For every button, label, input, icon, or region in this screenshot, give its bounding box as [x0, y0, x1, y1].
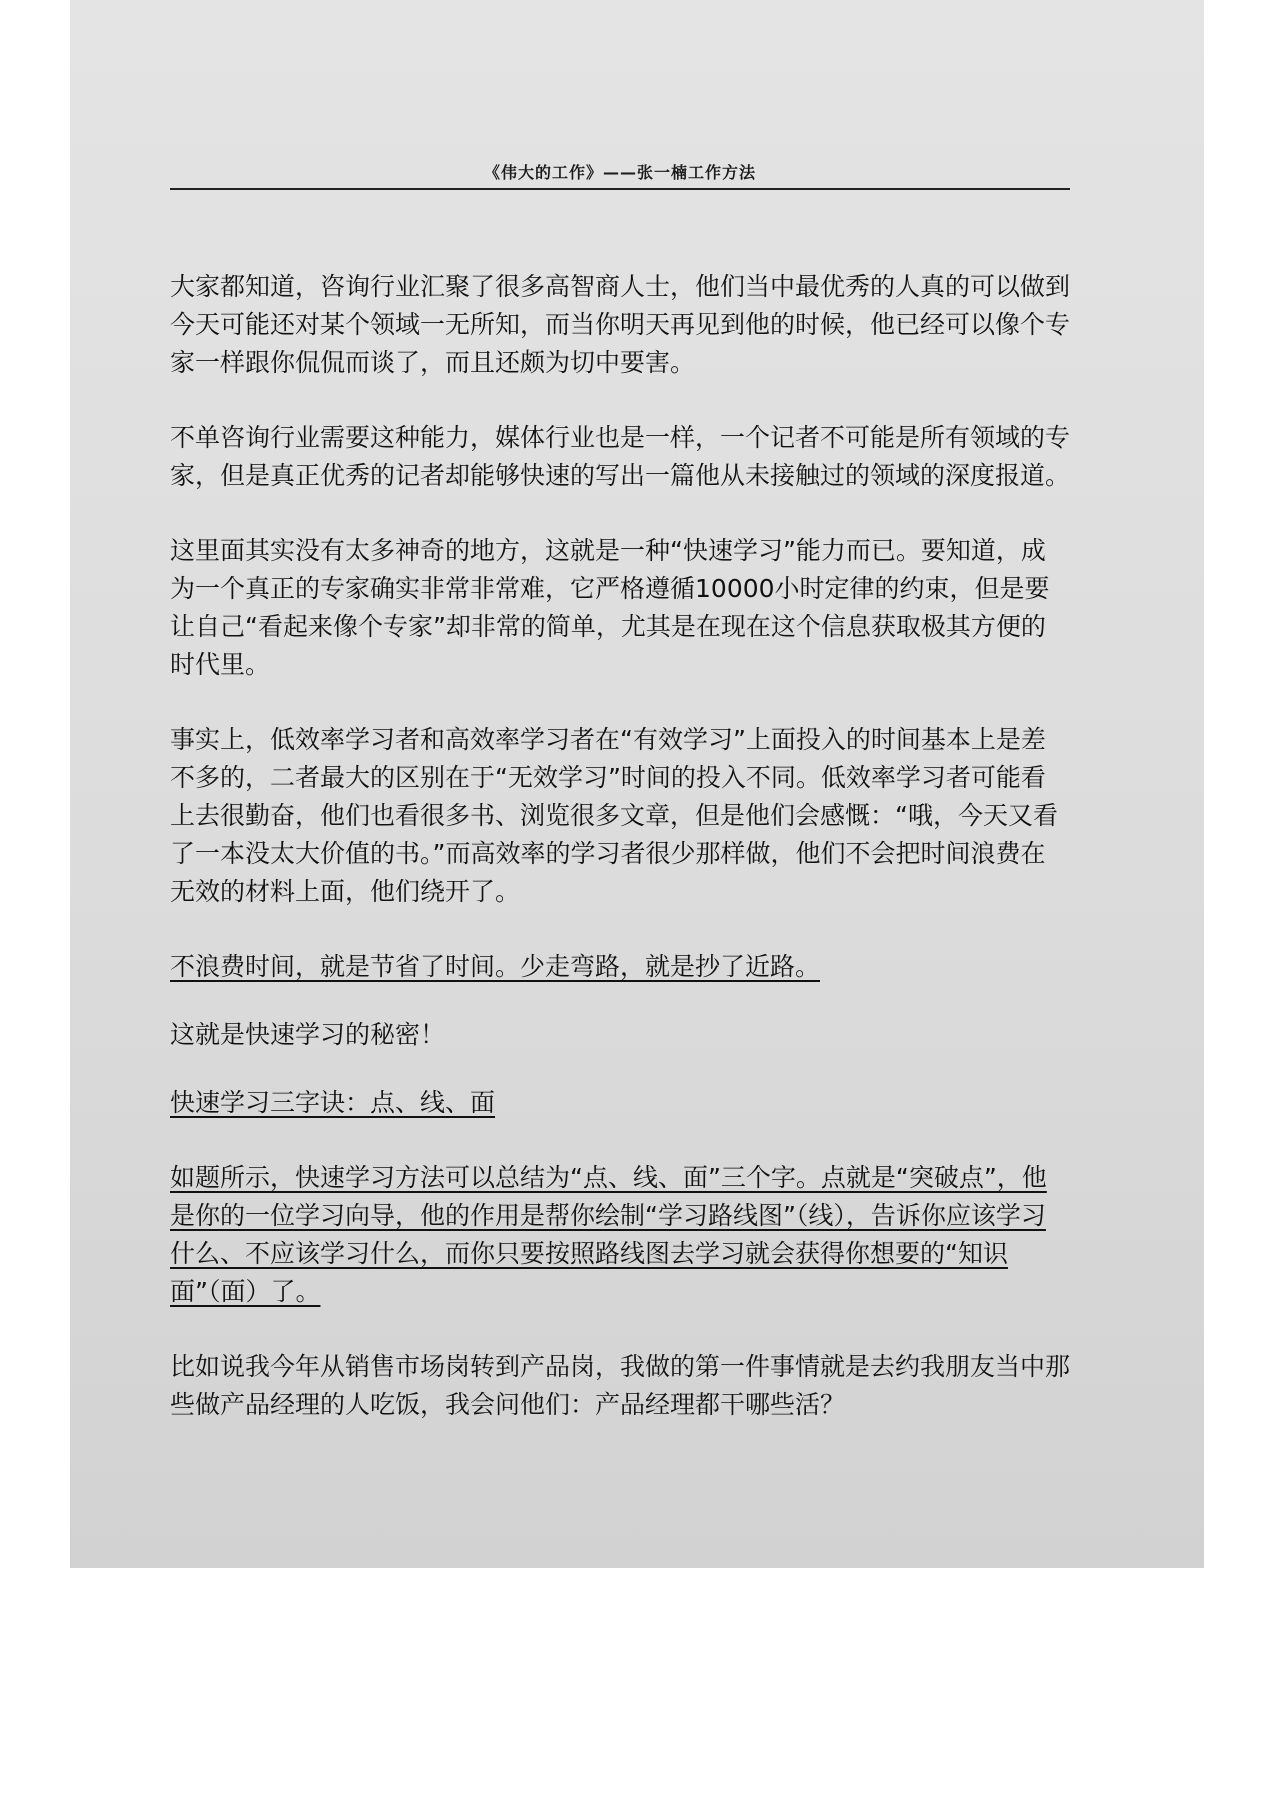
scanned-page	[70, 0, 1204, 1568]
paragraph-example: 比如说我今年从销售市场岗转到产品岗，我做的第一件事情就是去约我朋友当中那些做产品经理的人吃饭，我会问他们：产品经理都干哪些活？	[170, 1352, 1071, 1419]
section-heading	[170, 1084, 1070, 1122]
paragraph-secret: 这就是快速学习的秘密！	[170, 1020, 446, 1049]
paragraph-fast-learning: 这里面其实没有太多神奇的地方，这就是一种“快速学习”能力而已。要知道，成为一个真正的专家确实非常非常难，它严格遵循10000小时定律的约束，但是要让自己“看起来像个专家”却非常的简单，尤其是在现在这个信息获取极其方便的时代里。	[170, 536, 1050, 679]
paragraph-media: 不单咨询行业需要这种能力，媒体行业也是一样，一个记者不可能是所有领域的专家，但是真正优秀的记者却能够快速的写出一篇他从未接触过的领域的深度报道。	[170, 423, 1071, 490]
underlined-sentence: 不浪费时间，就是节省了时间。少走弯路，就是抄了近路。	[170, 952, 821, 981]
underlined-heading: 快速学习三字诀：点、线、面	[170, 1088, 496, 1117]
paragraph-efficiency: 事实上，低效率学习者和高效率学习者在“有效学习”上面投入的时间基本上是差不多的，二者最大的区别在于“无效学习”时间的投入不同。低效率学习者可能看上去很勤奋，他们也看很多书、浏览很多文章，但是他们会感慨：“哦，今天又看了一本没太大价值的书。”而高效率的学习者很少那样做，他们不会把时间浪费在无效的材料上面，他们绕开了。	[170, 725, 1058, 906]
paragraph-save-time	[170, 948, 1070, 986]
running-header: 《伟大的工作》——张一楠工作方法	[483, 163, 756, 182]
body-text	[170, 268, 1070, 1461]
paragraph-point-line-plane	[170, 1159, 1070, 1311]
header-rule	[170, 188, 1070, 190]
paragraph-consulting: 大家都知道，咨询行业汇聚了很多高智商人士，他们当中最优秀的人真的可以做到今天可能还对某个领域一无所知，而当你明天再见到他的时候，他已经可以像个专家一样跟你侃侃而谈了，而且还颇为切中要害。	[170, 272, 1071, 377]
underlined-paragraph: 如题所示，快速学习方法可以总结为“点、线、面”三个字。点就是“突破点”，他是你的一位学习向导，他的作用是帮你绘制“学习路线图”（线），告诉你应该学习什么、不应该学习什么，而你只要按照路线图去学习就会获得你想要的“知识面”（面）了。	[170, 1163, 1047, 1306]
